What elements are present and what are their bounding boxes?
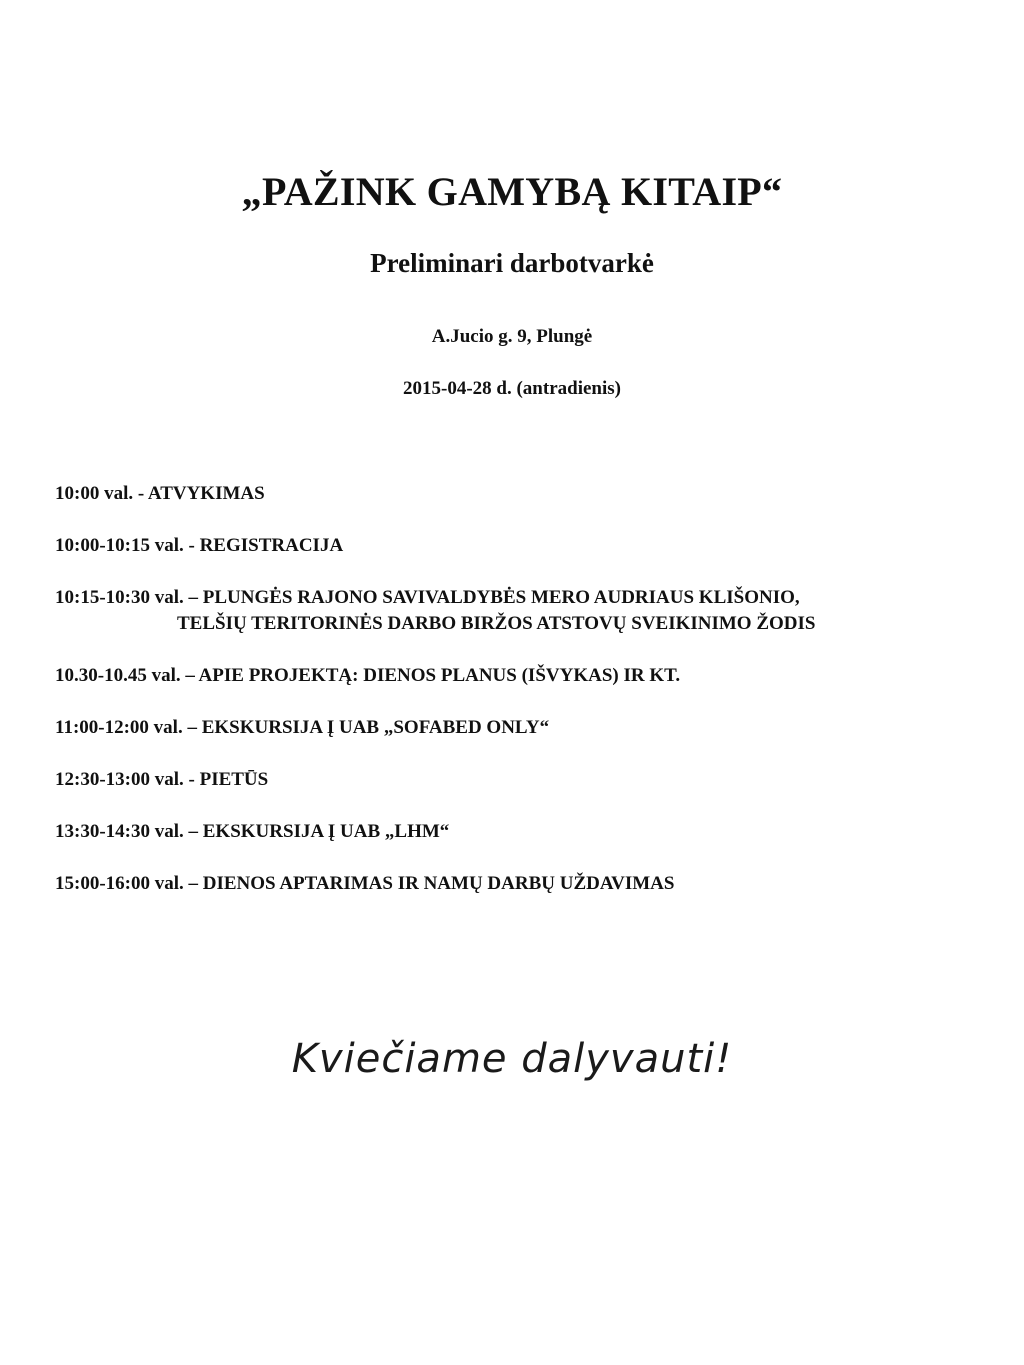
agenda-item-excursion-lhm — [55, 819, 995, 845]
agenda-list — [55, 481, 995, 923]
agenda-item-registration — [55, 533, 995, 559]
agenda-item-continuation: TELŠIŲ TERITORINĖS DARBO BIRŽOS ATSTOVŲ SVEIKINIMO ŽODIS — [177, 613, 816, 634]
agenda-item-greeting — [55, 585, 995, 637]
agenda-item-excursion-sofabed — [55, 715, 995, 741]
agenda-item-lunch — [55, 767, 995, 793]
closing-invitation: Kviečiame dalyvauti! — [291, 1036, 733, 1082]
agenda-item-project — [55, 663, 995, 689]
event-address: A.Jucio g. 9, Plungė — [431, 326, 593, 347]
agenda-item-text: 10:00 val. - ATVYKIMAS — [55, 483, 265, 504]
agenda-item-text: 12:30-13:00 val. - PIETŪS — [55, 769, 269, 790]
agenda-item-text: 11:00-12:00 val. – EKSKURSIJA Į UAB „SOFABED ONLY“ — [55, 717, 550, 738]
agenda-item-text: 15:00-16:00 val. – DIENOS APTARIMAS IR NAMŲ DARBŲ UŽDAVIMAS — [55, 873, 675, 894]
agenda-item-text: 10.30-10.45 val. – APIE PROJEKTĄ: DIENOS PLANUS (IŠVYKAS) IR KT. — [55, 665, 681, 686]
event-date: 2015-04-28 d. (antradienis) — [403, 378, 621, 399]
agenda-item-text: 10:00-10:15 val. - REGISTRACIJA — [55, 535, 344, 556]
agenda-item-text: 13:30-14:30 val. – EKSKURSIJA Į UAB „LHM“ — [55, 821, 450, 842]
agenda-item-text: 10:15-10:30 val. – PLUNGĖS RAJONO SAVIVALDYBĖS MERO AUDRIAUS KLIŠONIO, — [55, 587, 800, 608]
agenda-item-summary — [55, 871, 995, 897]
agenda-item-arrival — [55, 481, 995, 507]
document-title: „PAŽINK GAMYBĄ KITAIP“ — [241, 169, 783, 214]
document-subtitle: Preliminari darbotvarkė — [370, 248, 654, 278]
